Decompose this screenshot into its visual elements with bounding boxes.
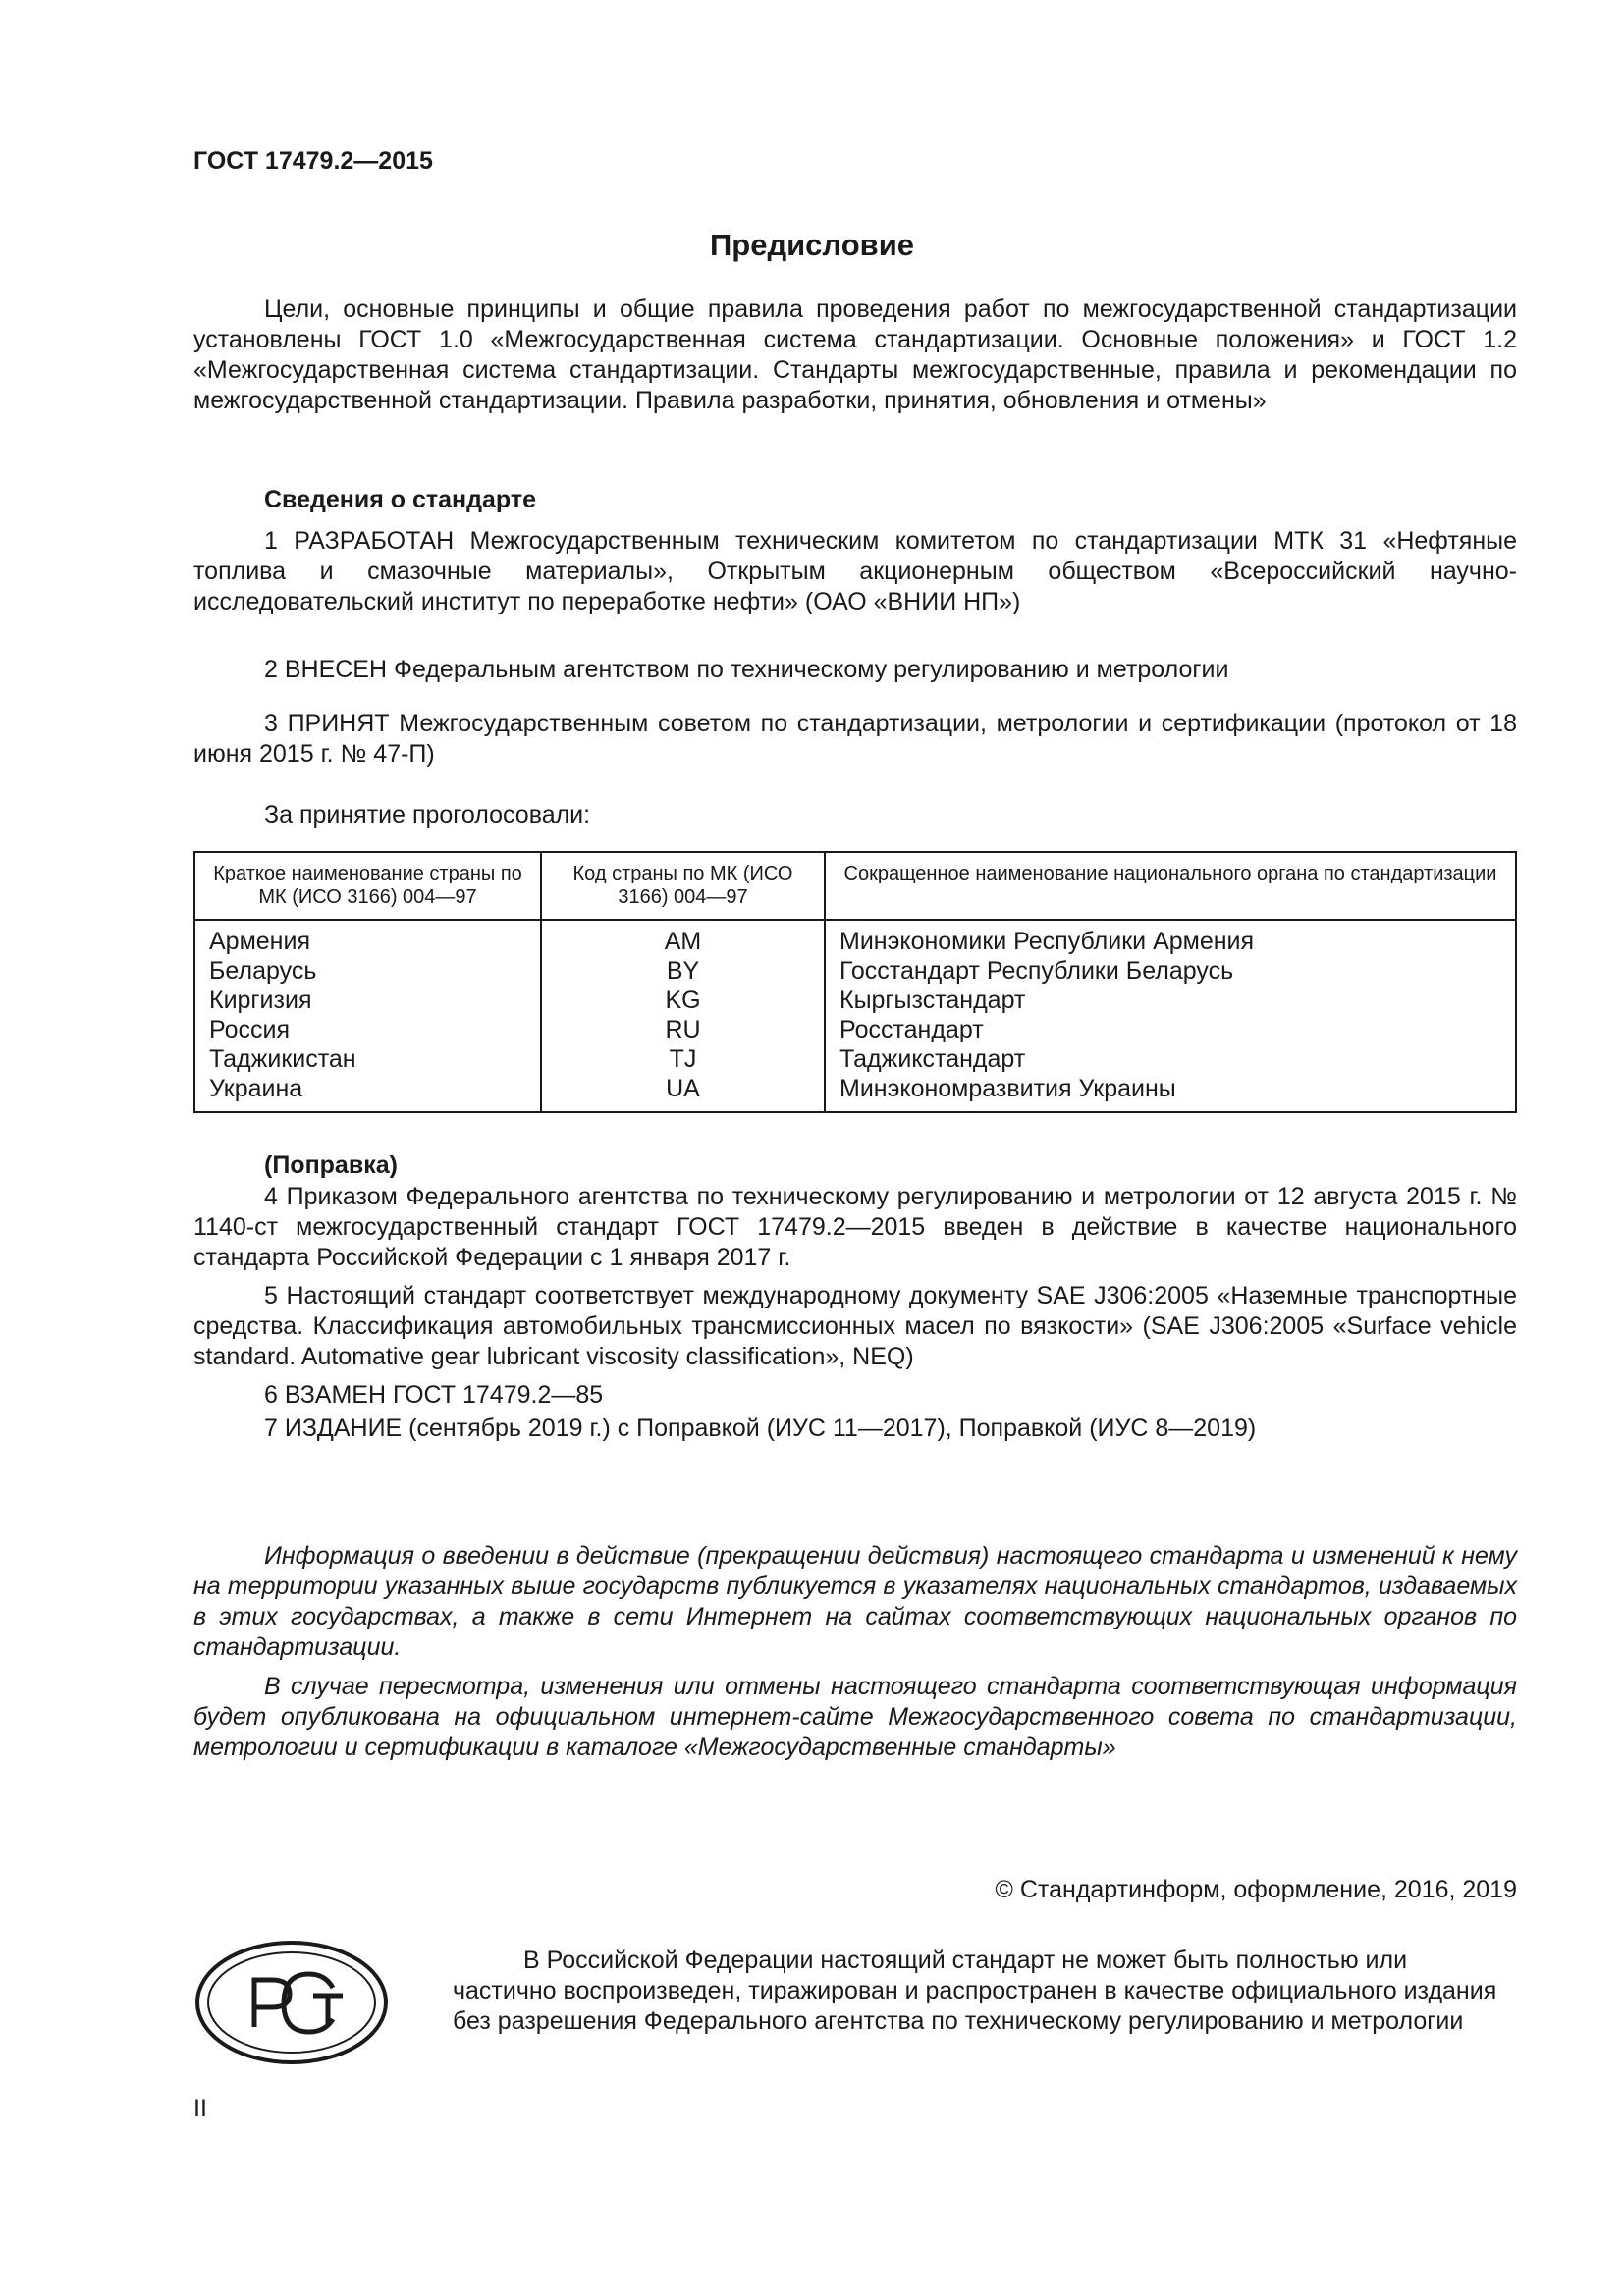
code-cell: UA — [541, 1074, 825, 1112]
item-7: 7 ИЗДАНИЕ (сентябрь 2019 г.) с Поправкой (ИУС 11—2017), Поправкой (ИУС 8—2019) — [264, 1415, 1257, 1442]
code-cell: BY — [541, 956, 825, 986]
item-2: 2 ВНЕСЕН Федеральным агентством по техническому регулированию и метрологии — [264, 656, 1229, 683]
country-cell: Таджикистан — [194, 1044, 541, 1074]
item-4: 4 Приказом Федерального агентства по техническому регулированию и метрологии от 12 августа 2015 г. № 1140-ст межгосударственный стандарт ГОСТ 17479.2—2015 введен в действие в качестве национального стандарта Российской Федерации с 1 января 2017 г. — [193, 1183, 1517, 1271]
table-row — [194, 1044, 1516, 1074]
col-header-body: Сокращенное наименование национального органа по стандартизации — [825, 852, 1516, 920]
standard-code: ГОСТ 17479.2—2015 — [193, 147, 433, 175]
code-cell: AM — [541, 920, 825, 956]
rst-certification-mark-icon — [193, 1939, 390, 2066]
item-6: 6 ВЗАМЕН ГОСТ 17479.2—85 — [264, 1381, 604, 1409]
table-row — [194, 1074, 1516, 1112]
table-row — [194, 920, 1516, 956]
body-cell: Таджикстандарт — [839, 1045, 1026, 1073]
page-number: II — [193, 2095, 207, 2122]
item-3: 3 ПРИНЯТ Межгосударственным советом по стандартизации, метрологии и сертификации (протокол от 18 июня 2015 г. № 47-П) — [193, 710, 1517, 768]
notice-paragraph-1: Информация о введении в действие (прекращении действия) настоящего стандарта и изменений к нему на территории указанных выше государств публикуется в указателях национальных стандартов, издаваемых в этих государствах, а также в сети Интернет на сайтах соответствующих национальных органов по стандартизации. — [193, 1542, 1517, 1661]
table-row — [194, 986, 1516, 1015]
info-heading: Сведения о стандарте — [264, 486, 537, 513]
body-cell: Кыргызстандарт — [839, 987, 1026, 1014]
copyright-line: © Стандартинформ, оформление, 2016, 2019 — [995, 1876, 1517, 1903]
country-cell: Беларусь — [194, 956, 541, 986]
country-cell: Россия — [194, 1015, 541, 1044]
item-1: 1 РАЗРАБОТАН Межгосударственным техническим комитетом по стандартизации МТК 31 «Нефтяные топлива и смазочные материалы», Открытым акционерным обществом «Всероссийский научно-исследовательский институт по переработке нефти» (ОАО «ВНИИ НП») — [193, 527, 1517, 615]
code-cell: KG — [541, 986, 825, 1015]
table-row — [194, 956, 1516, 986]
voted-label: За принятие проголосовали: — [264, 801, 591, 828]
voting-table — [193, 851, 1517, 1113]
body-cell: Госстандарт Республики Беларусь — [839, 957, 1234, 985]
col-header-code: Код страны по МК (ИСО 3166) 004—97 — [541, 852, 825, 920]
intro-paragraph: Цели, основные принципы и общие правила проведения работ по межгосударственной стандартизации установлены ГОСТ 1.0 «Межгосударственная система стандартизации. Основные положения» и ГОСТ 1.2 «Межгосударственная система стандартизации. Стандарты межгосударственные, правила и рекомендации по межгосударственной стандартизации. Правила разработки, принятия, обновления и отмены» — [193, 295, 1517, 414]
table-header-row — [194, 852, 1516, 920]
code-cell: TJ — [541, 1044, 825, 1074]
item-5: 5 Настоящий стандарт соответствует международному документу SAE J306:2005 «Наземные транспортные средства. Классификация автомобильных трансмиссионных масел по вязкости» (SAE J306:2005 «Surface vehicle standard. Automative gear lubricant viscosity classification», NEQ) — [193, 1282, 1517, 1370]
notice-paragraph-2: В случае пересмотра, изменения или отмены настоящего стандарта соответствующая информация будет опубликована на официальном интернет-сайте Межгосударственного совета по стандартизации, метрологии и сертификации в каталоге «Межгосударственные стандарты» — [193, 1673, 1517, 1761]
country-cell: Украина — [194, 1074, 541, 1112]
body-cell: Росстандарт — [839, 1016, 984, 1043]
page-title: Предисловие — [709, 228, 914, 262]
col-header-country: Краткое наименование страны по МК (ИСО 3166) 004—97 — [194, 852, 541, 920]
country-cell: Армения — [194, 920, 541, 956]
amendment-label: (Поправка) — [264, 1151, 398, 1179]
protection-notice: В Российской Федерации настоящий стандарт не может быть полностью или частично воспроизведен, тиражирован и распространен в качестве официального издания без разрешения Федерального агентства по техническому регулированию и метрологии — [453, 1947, 1497, 2035]
code-cell: RU — [541, 1015, 825, 1044]
body-cell: Минэкономики Республики Армения — [839, 928, 1255, 955]
body-cell: Минэкономразвития Украины — [839, 1075, 1176, 1102]
table-row — [194, 1015, 1516, 1044]
country-cell: Киргизия — [194, 986, 541, 1015]
